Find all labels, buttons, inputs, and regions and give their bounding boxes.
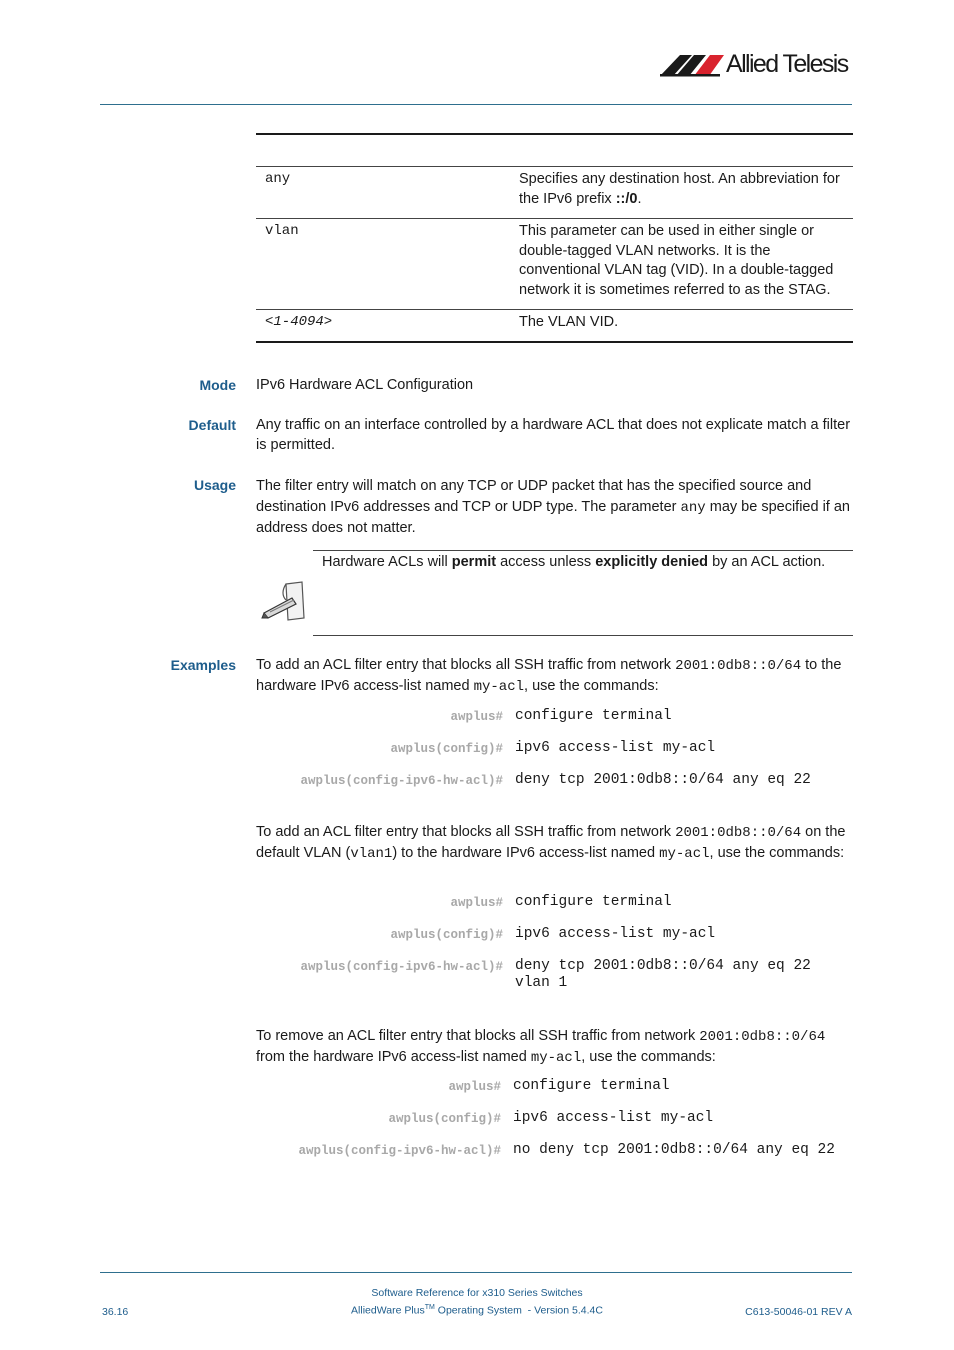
footer-page-number: 36.16 [102, 1306, 129, 1318]
usage-label: Usage [193, 477, 236, 493]
footer-doc-id: C613-50046-01 REV A [745, 1306, 852, 1318]
table-cell-desc: The VLAN VID. [519, 314, 619, 330]
example-1-text: To add an ACL filter entry that blocks all SSH traffic from network 2001:0db8::0/64 to the hardware IPv6 access-list named my-acl, use the commands: [256, 657, 842, 695]
table-cell-param: vlan [265, 223, 299, 239]
footer-rule [100, 1272, 852, 1273]
usage-text: The filter entry will match on any TCP or UDP packet that has the specified source and destination IPv6 addresses and TCP or UDP type. The parameter any may be specified if an address does not matter. [256, 478, 850, 536]
command-text: ipv6 access-list my-acl [515, 926, 716, 942]
example-2-text: To add an ACL filter entry that blocks all SSH traffic from network 2001:0db8::0/64 on the default VLAN (vlan1) to the hardware IPv6 access-list named my-acl, use the commands: [256, 824, 846, 862]
note-top-rule [313, 550, 853, 551]
command-prompt: awplus# [450, 896, 503, 910]
table-cell-desc: This parameter can be used in either single or double-tagged VLAN networks. It is the conventional VLAN tag (VID). In a double-tagged network it is sometimes referred to as the STAG. [519, 223, 834, 298]
table-row-rule [256, 309, 853, 310]
command-text: configure terminal [515, 708, 672, 724]
table-bottom-rule [256, 341, 853, 343]
note-bottom-rule [313, 635, 853, 636]
mode-text: IPv6 Hardware ACL Configuration [256, 377, 474, 393]
command-prompt: awplus(config-ipv6-hw-acl)# [300, 960, 503, 974]
table-cell-param: any [265, 171, 291, 187]
table-cell-desc: Specifies any destination host. An abbreviation for the IPv6 prefix ::/0. [519, 171, 840, 207]
command-text: configure terminal [513, 1078, 670, 1094]
command-text: no deny tcp 2001:0db8::0/64 any eq 22 [513, 1142, 835, 1158]
command-text: ipv6 access-list my-acl [513, 1110, 714, 1126]
command-prompt: awplus# [448, 1080, 501, 1094]
table-row-rule [256, 218, 853, 219]
command-prompt: awplus# [450, 710, 503, 724]
footer-title: Software Reference for x310 Series Switches [371, 1287, 583, 1299]
note-text: Hardware ACLs will permit access unless explicitly denied by an ACL action. [322, 554, 826, 570]
header-rule [100, 104, 852, 105]
logo-text: Allied Telesis [726, 50, 848, 78]
table-top-rule [256, 133, 853, 135]
command-prompt: awplus(config-ipv6-hw-acl)# [300, 774, 503, 788]
command-text: configure terminal [515, 894, 672, 910]
command-prompt: awplus(config)# [390, 928, 503, 942]
table-head-rule [256, 166, 853, 167]
logo-mark-icon [660, 52, 728, 78]
command-prompt: awplus(config)# [388, 1112, 501, 1126]
footer-version: AlliedWare Plus™ Operating System - Version 5.4.4C [351, 1304, 603, 1317]
command-text: deny tcp 2001:0db8::0/64 any eq 22 vlan 1 [515, 958, 820, 991]
mode-label: Mode [199, 377, 236, 393]
default-text: Any traffic on an interface controlled by a hardware ACL that does not explicate match a filter is permitted. [256, 417, 851, 453]
command-prompt: awplus(config-ipv6-hw-acl)# [298, 1144, 501, 1158]
examples-label: Examples [170, 657, 236, 673]
command-prompt: awplus(config)# [390, 742, 503, 756]
note-pencil-icon [260, 580, 308, 624]
command-text: deny tcp 2001:0db8::0/64 any eq 22 [515, 772, 811, 788]
example-3-text: To remove an ACL filter entry that blocks all SSH traffic from network 2001:0db8::0/64 from the hardware IPv6 access-list named my-acl, use the commands: [256, 1028, 826, 1066]
company-logo [660, 50, 856, 80]
command-text: ipv6 access-list my-acl [515, 740, 716, 756]
default-label: Default [188, 417, 236, 433]
table-cell-param: <1-4094> [265, 314, 333, 330]
